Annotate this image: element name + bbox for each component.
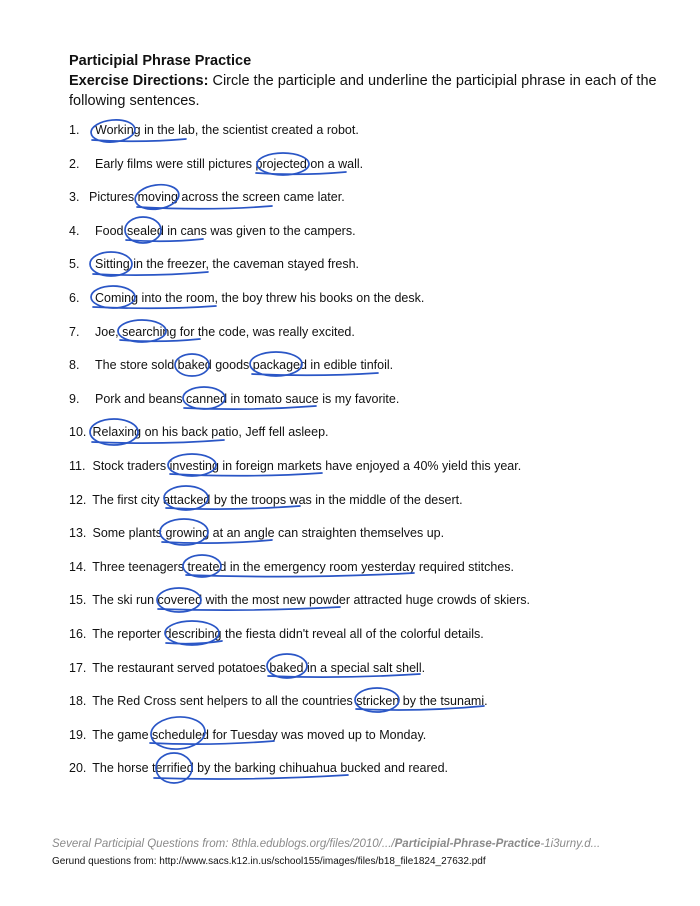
sentence-number: 18.	[69, 694, 87, 709]
sentence-item	[69, 289, 530, 323]
sentence-text: Three teenagers treated in the emergency room yesterday required stitches.	[92, 559, 514, 574]
sentence-item	[69, 524, 530, 558]
sentence-item	[69, 222, 530, 256]
sentence-item	[69, 726, 530, 760]
sentence-text: Some plants growing at an angle can straighten themselves up.	[92, 526, 445, 541]
sentence-text: The reporter describing the fiesta didn't reveal all of the colorful details.	[92, 626, 484, 641]
sentence-text: Pictures moving across the screen came later.	[89, 190, 345, 205]
sentence-item	[69, 558, 530, 592]
sentence-number: 5.	[69, 257, 80, 272]
gerund-credit: Gerund questions from: http://www.sacs.k12.in.us/school155/images/files/b18_file1824_27632.pdf	[52, 856, 486, 867]
sentence-text: Early films were still pictures projected on a wall.	[95, 156, 364, 171]
source-credit-suffix: -1i3urny.d...	[540, 838, 601, 850]
sentence-item	[69, 255, 530, 289]
sentence-item	[69, 491, 530, 525]
sentence-number: 13.	[69, 526, 87, 541]
sentence-text: Pork and beans canned in tomato sauce is my favorite.	[95, 391, 400, 406]
sentence-item	[69, 457, 530, 491]
sentence-number: 14.	[69, 559, 87, 574]
sentence-item	[69, 188, 530, 222]
sentence-number: 9.	[69, 391, 80, 406]
sentence-item	[69, 625, 530, 659]
sentence-text: Stock traders investing in foreign markets have enjoyed a 40% yield this year.	[92, 458, 522, 473]
source-credit-bold: Participial-Phrase-Practice	[394, 838, 541, 850]
sentence-number: 12.	[69, 492, 87, 507]
sentence-number: 11.	[69, 458, 86, 473]
sentence-number: 8.	[69, 358, 80, 373]
sentence-item	[69, 121, 530, 155]
sentence-list	[69, 121, 530, 793]
sentence-text: Relaxing on his back patio, Jeff fell asleep.	[92, 425, 329, 440]
sentence-text: Joe, searching for the code, was really excited.	[95, 324, 355, 339]
sentence-number: 1.	[69, 123, 80, 137]
sentence-item	[69, 759, 530, 793]
sentence-text: The store sold baked goods packaged in edible tinfoil.	[95, 358, 394, 373]
directions-label: Exercise Directions:	[69, 73, 209, 89]
sentence-number: 6.	[69, 290, 80, 305]
directions-text: Circle the participle and underline the participial phrase in each of the following sentences.	[69, 73, 657, 109]
sentence-item	[69, 423, 530, 457]
sentence-item	[69, 155, 530, 189]
worksheet-heading	[69, 51, 669, 111]
sentence-text: The game scheduled for Tuesday was moved up to Monday.	[92, 727, 427, 742]
sentence-text: The first city attacked by the troops was in the middle of the desert.	[92, 492, 463, 507]
sentence-item	[69, 692, 530, 726]
sentence-text: The restaurant served potatoes baked in a special salt shell.	[92, 660, 426, 675]
sentence-item	[69, 591, 530, 625]
sentence-number: 2.	[69, 156, 80, 171]
sentence-item	[69, 356, 530, 390]
sentence-text: The Red Cross sent helpers to all the countries stricken by the tsunami.	[92, 694, 488, 709]
sentence-number: 16.	[69, 626, 87, 641]
worksheet-title: Participial Phrase Practice	[69, 53, 252, 69]
sentence-number: 3.	[69, 190, 80, 205]
sentence-number: 7.	[69, 324, 80, 339]
sentence-item	[69, 390, 530, 424]
sentence-text: Coming into the room, the boy threw his books on the desk.	[95, 290, 425, 305]
sentence-text: The horse terrified by the barking chihuahua bucked and reared.	[92, 761, 449, 776]
source-credit-prefix: Several Participial Questions from: 8thla.edublogs.org/files/2010/.../	[52, 838, 395, 850]
sentence-text: Working in the lab, the scientist created a robot.	[95, 123, 359, 137]
sentence-number: 15.	[69, 593, 87, 608]
sentence-number: 4.	[69, 223, 80, 238]
sentence-number: 20.	[69, 761, 87, 776]
sentence-text: Food sealed in cans was given to the campers.	[95, 223, 356, 238]
sentence-text: The ski run covered with the most new powder attracted huge crowds of skiers.	[92, 593, 530, 608]
sentence-number: 10.	[69, 425, 87, 440]
sentence-number: 17.	[69, 660, 87, 675]
sentence-text: Sitting in the freezer, the caveman stayed fresh.	[95, 257, 360, 272]
sentence-number: 19.	[69, 727, 87, 742]
sentence-item	[69, 323, 530, 357]
source-credit	[52, 838, 600, 850]
sentence-item	[69, 659, 530, 693]
